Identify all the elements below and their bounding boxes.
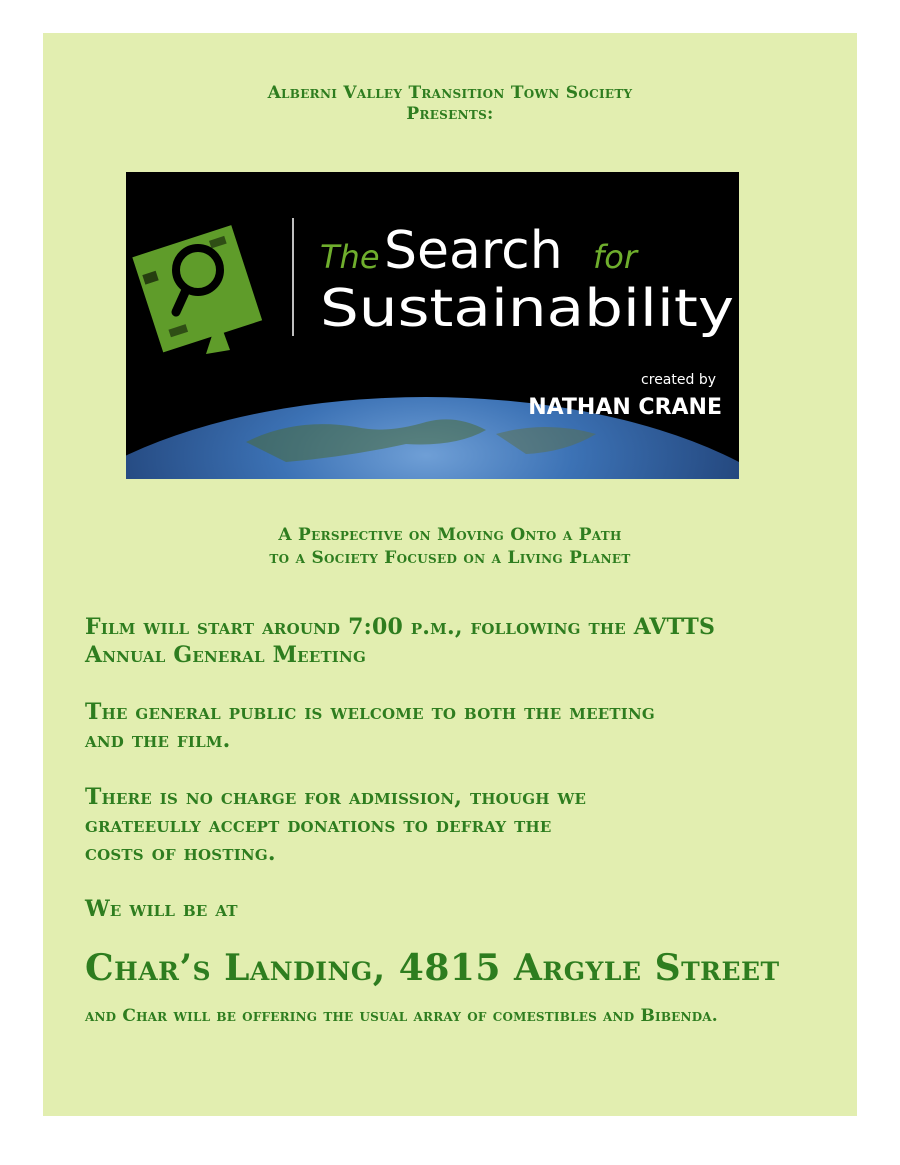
admission-line-1: There is no charge for admission, though we (85, 784, 587, 810)
film-banner-graphic (126, 172, 739, 479)
start-time-line-1: Film will start around 7:00 p.m., following the AVTTS (85, 614, 716, 640)
presents-label: Presents: (406, 104, 494, 124)
tagline-line-1: A Perspective on Moving Onto a Path (278, 525, 622, 545)
admission-line-3: costs of hosting. (85, 840, 276, 866)
banner-created-by: created by (641, 372, 716, 388)
start-time-paragraph (85, 613, 855, 669)
admission-paragraph (85, 783, 855, 867)
tagline (43, 524, 857, 570)
banner-title-sustainability: Sustainability (320, 279, 734, 339)
public-welcome-line-2: and the film. (85, 727, 231, 753)
film-banner (126, 172, 739, 479)
presenter-name: Alberni Valley Transition Town Society (267, 83, 633, 103)
tagline-line-2: to a Society Focused on a Living Planet (269, 548, 631, 568)
start-time-line-2: Annual General Meeting (85, 642, 366, 668)
banner-creator: NATHAN CRANE (528, 395, 722, 420)
presenter-heading (43, 83, 857, 125)
poster (43, 33, 857, 1116)
banner-title-the: The (320, 238, 380, 276)
banner-title-for: for (593, 238, 637, 276)
banner-divider (292, 218, 294, 336)
admission-line-2: grateeully accept donations to defray the (85, 812, 552, 838)
closing-note: and Char will be offering the usual array of comestibles and Bibenda. (85, 1006, 718, 1026)
public-welcome-line-1: The general public is welcome to both the meeting (85, 699, 655, 725)
venue-address: Char’s Landing, 4815 Argyle Street (85, 947, 780, 989)
banner-title-search: Search (384, 221, 563, 281)
location-intro: We will be at (85, 896, 238, 922)
public-welcome-paragraph (85, 698, 855, 754)
